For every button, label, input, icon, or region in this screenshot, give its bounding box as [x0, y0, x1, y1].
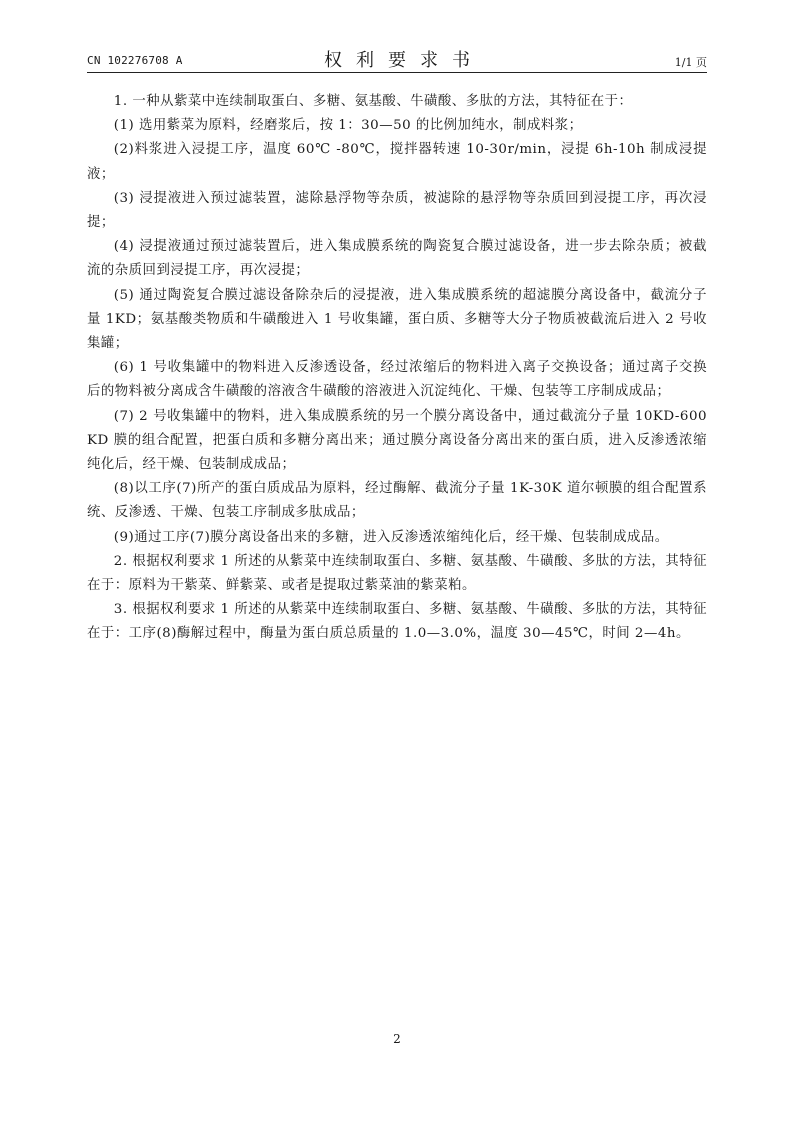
claim-1-step-9: (9)通过工序(7)膜分离设备出来的多糖，进入反渗透浓缩纯化后，经干燥、包装制成成品。	[113, 529, 669, 545]
document-title: 权利要求书	[324, 50, 484, 71]
page-indicator: 1/1 页	[674, 56, 707, 69]
claim-1-intro: 1. 一种从紫菜中连续制取蛋白、多糖、氨基酸、牛磺酸、多肽的方法，其特征在于：	[113, 94, 633, 109]
claims-body	[87, 90, 707, 647]
claim-1-step-7: (7) 2 号收集罐中的物料，进入集成膜系统的另一个膜分离设备中，通过截流分子量 10KD-600KD 膜的组合配置，把蛋白质和多糖分离出来；通过膜分离设备分离出来的蛋白质，进入反渗透浓缩纯化后，经干燥、包装制成成品；	[87, 408, 707, 473]
claim-1-step-3: (3) 浸提液进入预过滤装置，滤除悬浮物等杂质，被滤除的悬浮物等杂质回到浸提工序，再次浸提；	[87, 190, 707, 231]
claim-1-step-2: (2)料浆进入浸提工序，温度 60℃ -80℃，搅拌器转速 10-30r/min，浸提 6h-10h 制成浸提液；	[87, 142, 707, 182]
claim-2: 2. 根据权利要求 1 所述的从紫菜中连续制取蛋白、多糖、氨基酸、牛磺酸、多肽的方法，其特征在于：原料为干紫菜、鲜紫菜、或者是提取过紫菜油的紫菜粕。	[87, 553, 707, 594]
claim-1-step-1: (1) 选用紫菜为原料，经磨浆后，按 1：30—50 的比例加纯水，制成料浆；	[113, 118, 583, 134]
page-header	[87, 46, 707, 73]
claim-1-step-5: (5) 通过陶瓷复合膜过滤设备除杂后的浸提液，进入集成膜系统的超滤膜分离设备中，截流分子量 1KD；氨基酸类物质和牛磺酸进入 1 号收集罐，蛋白质、多糖等大分子物质被截流后进入 2 号收集罐；	[87, 287, 707, 352]
claim-1-step-4: (4) 浸提液通过预过滤装置后，进入集成膜系统的陶瓷复合膜过滤设备，进一步去除杂质；被截流的杂质回到浸提工序，再次浸提；	[87, 239, 707, 279]
page-number: 2	[393, 1032, 401, 1046]
patent-number: CN 102276708 A	[87, 54, 183, 67]
claim-3: 3. 根据权利要求 1 所述的从紫菜中连续制取蛋白、多糖、氨基酸、牛磺酸、多肽的方法，其特征在于：工序(8)酶解过程中，酶量为蛋白质总质量的 1.0—3.0%，温度 30—45℃，时间 2—4h。	[87, 602, 707, 642]
claim-1-step-8: (8)以工序(7)所产的蛋白质成品为原料，经过酶解、截流分子量 1K-30K 道尔顿膜的组合配置系统、反渗透、干燥、包装工序制成多肽成品；	[87, 481, 707, 521]
claim-1-step-6: (6) 1 号收集罐中的物料进入反渗透设备，经过浓缩后的物料进入离子交换设备；通过离子交换后的物料被分离成含牛磺酸的溶液含牛磺酸的溶液进入沉淀纯化、干燥、包装等工序制成成品；	[87, 360, 707, 400]
